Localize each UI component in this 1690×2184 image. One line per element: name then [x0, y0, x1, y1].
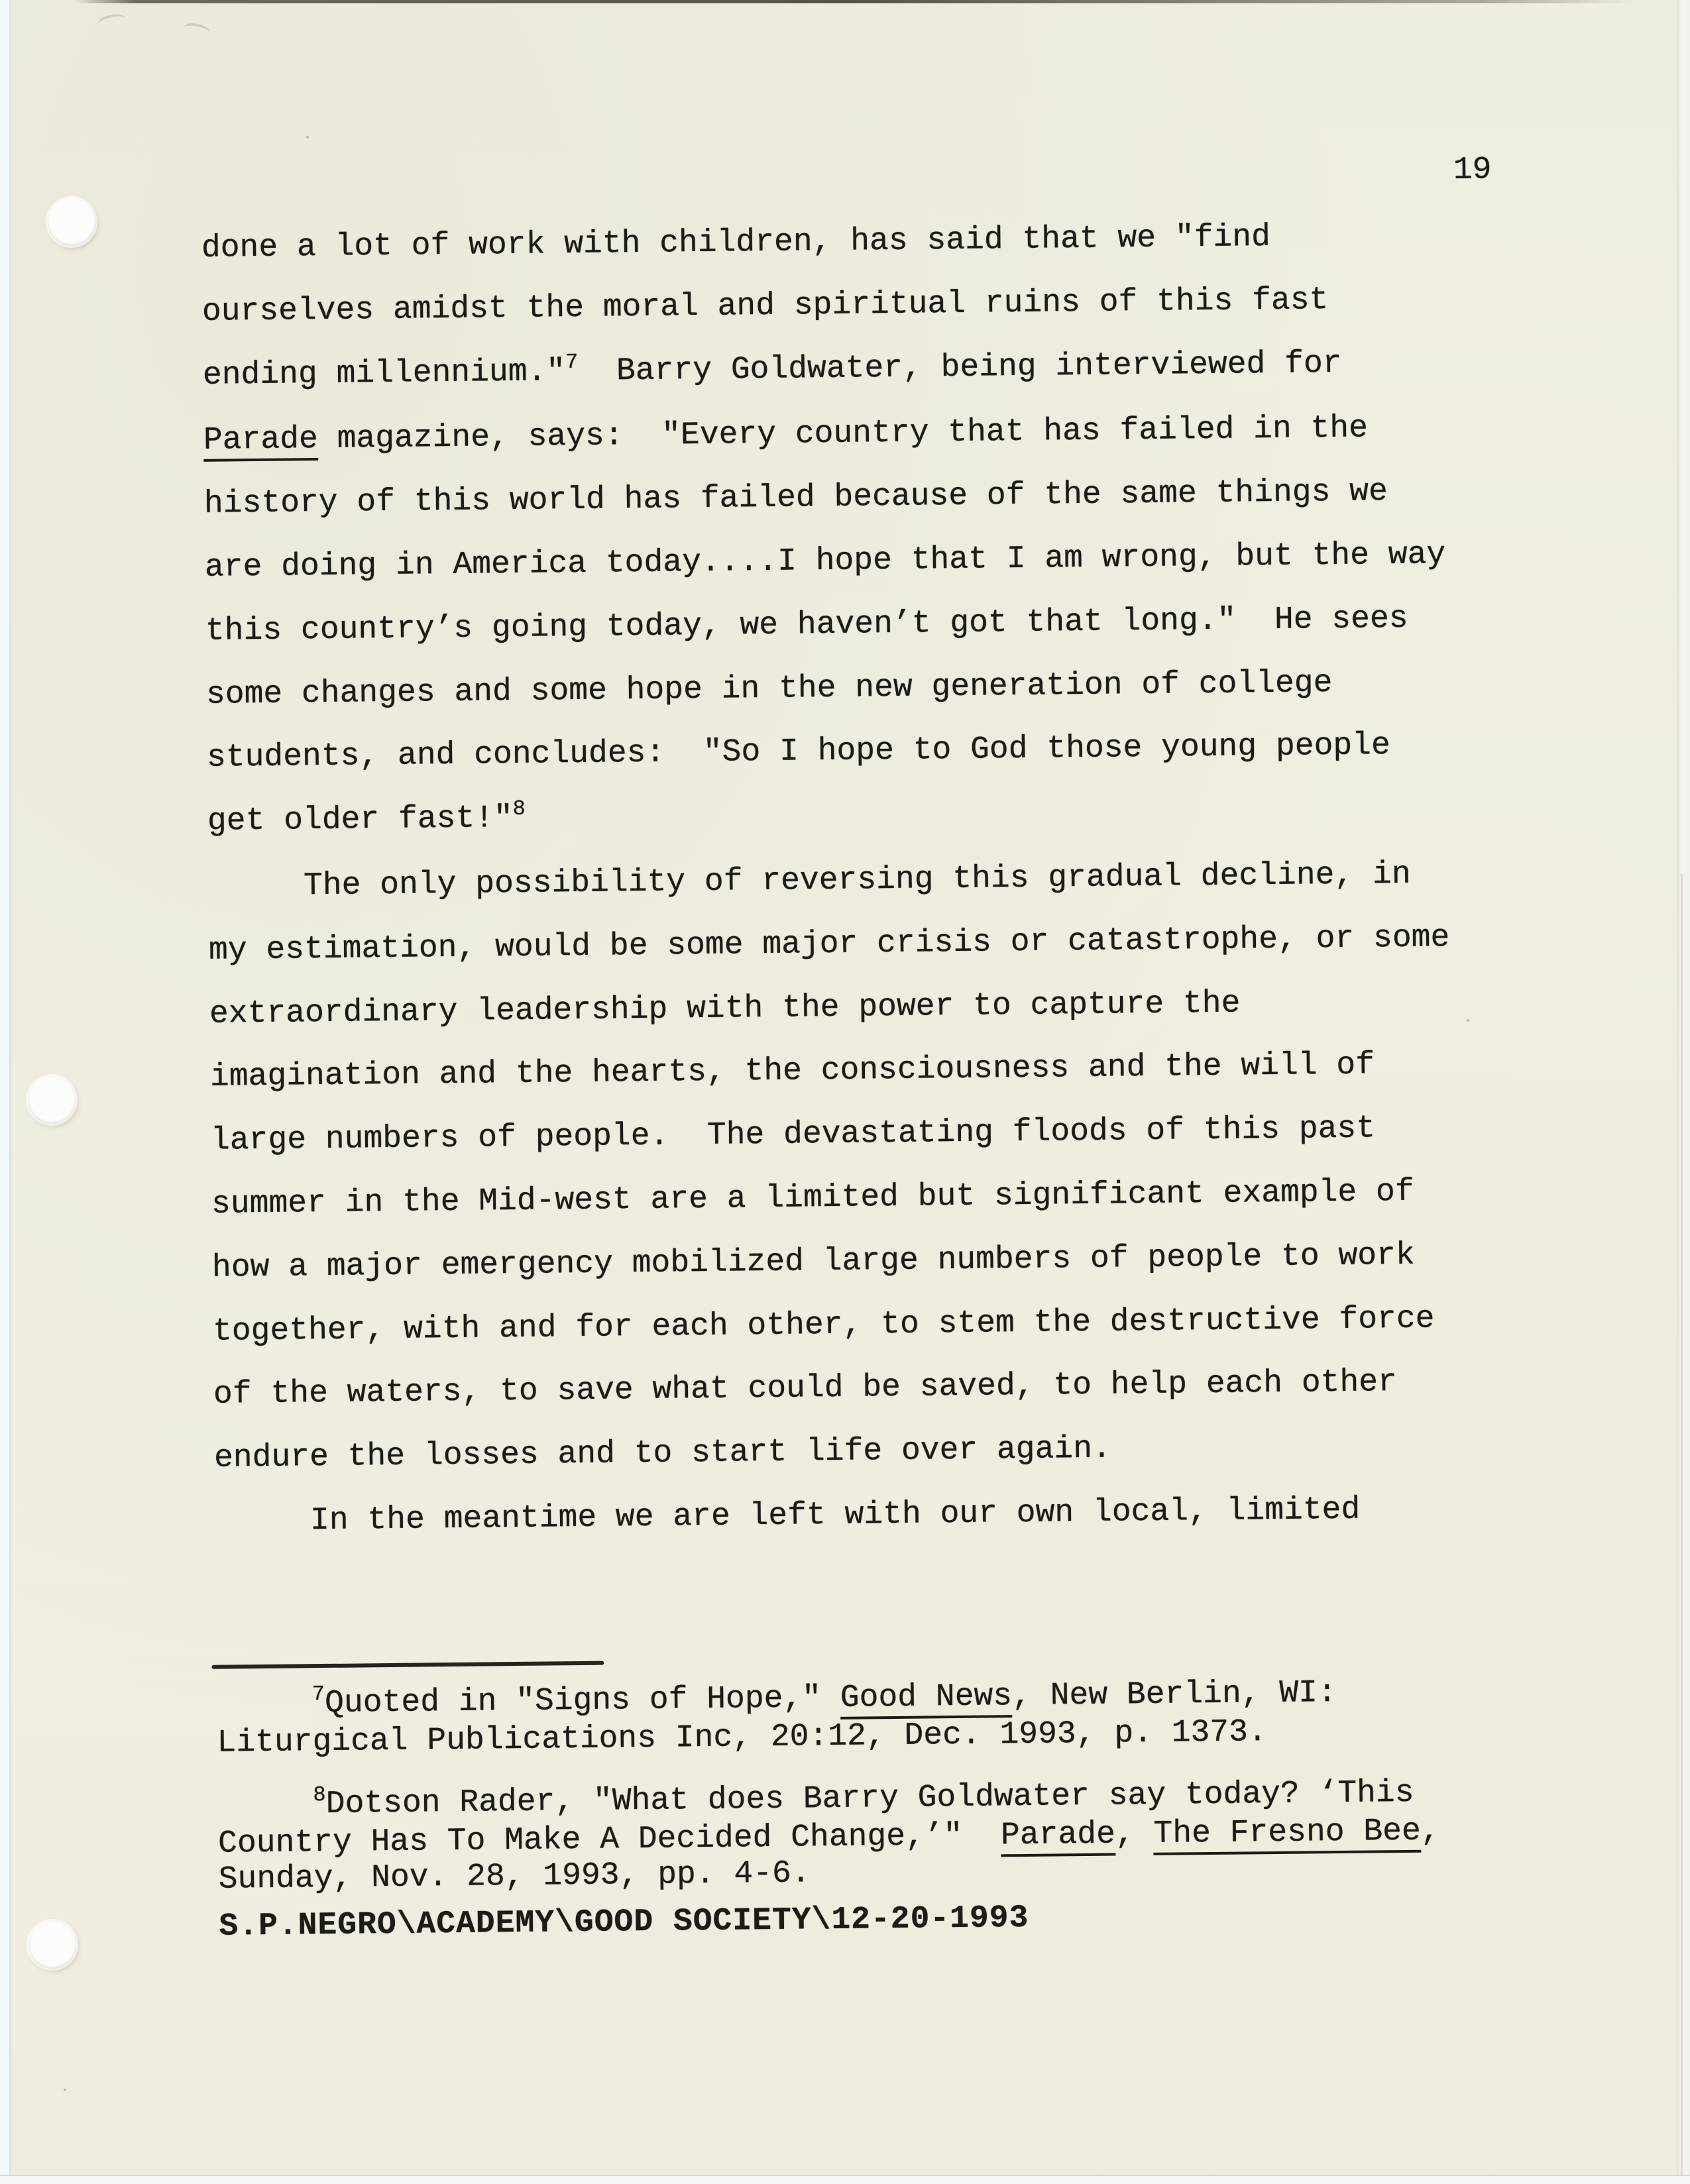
text-line [213, 1350, 1455, 1427]
text-segment: Sunday, Nov. 28, 1993, pp. 4-6. [218, 1855, 811, 1898]
text-segment: summer in the Mid-west are a limited but significant example of [211, 1174, 1414, 1223]
body-text [201, 204, 1455, 1554]
underlined-title: Good News [840, 1678, 1013, 1720]
text-segment: imagination and the hearts, the consciousness and the will of [209, 1047, 1375, 1096]
text-segment: magazine, says: "Every country that has failed in the [317, 410, 1369, 458]
footnote-8 [217, 1774, 1440, 1897]
text-segment: history of this world has failed because of the same things we [203, 474, 1388, 523]
text-segment: In the meantime we are left with our own local, limited [214, 1492, 1361, 1540]
text-segment: Barry Goldwater, being interviewed for [578, 345, 1342, 390]
text-segment: students, and concludes: "So I hope to God those young people [206, 728, 1391, 777]
text-segment: done a lot of work with children, has said that we "find [201, 219, 1271, 266]
underlined-title: Parade [1001, 1817, 1115, 1857]
footnote-ref: 8 [313, 1782, 326, 1808]
text-line [201, 268, 1443, 344]
footnote-separator [211, 1661, 604, 1669]
text-line [207, 777, 1449, 855]
file-path-footer: S.P.NEGRO\ACADEMY\GOOD SOCIETY\12-20-1993 [219, 1900, 1029, 1945]
footnote-ref: 7 [565, 349, 579, 374]
text-segment: , New Berlin, WI: [1011, 1675, 1337, 1715]
text-segment: , [1115, 1816, 1154, 1853]
text-segment: extraordinary leadership with the power to capture the [209, 985, 1241, 1032]
text-segment: , [1420, 1813, 1440, 1849]
text-segment: Country Has To Make A Decided Change,’" [217, 1818, 1001, 1862]
text-segment: some changes and some hope in the new generation of college [205, 665, 1333, 713]
text-segment: are doing in America today....I hope that I am wrong, but the way [204, 537, 1446, 586]
text-segment [217, 1786, 313, 1824]
text-segment: how a major emergency mobilized large numbers of people to work [211, 1237, 1415, 1286]
text-segment: my estimation, would be some major crisis or catastrophe, or some [208, 919, 1450, 969]
underlined-title: Parade [203, 421, 318, 462]
text-segment: get older fast!" [207, 800, 514, 840]
text-segment: ourselves amidst the moral and spiritual ruins of this fast [201, 282, 1329, 330]
text-segment: ending millennium." [202, 353, 566, 394]
text-segment: together, with and for each other, to stem the destructive force [212, 1300, 1435, 1350]
text-line [209, 906, 1450, 983]
text-segment: Quoted in "Signs of Hope," [324, 1680, 841, 1722]
text-segment: The only possibility of reversing this gradual decline, in [207, 856, 1411, 905]
footnote-ref: 8 [512, 796, 526, 822]
text-segment: Liturgical Publications Inc, 20:12, Dec. 1993, p. 1373. [217, 1714, 1268, 1761]
text-segment [217, 1686, 313, 1723]
page-number: 19 [1453, 152, 1492, 189]
footnote-ref: 7 [311, 1682, 325, 1707]
text-segment: endure the losses and to start life over again. [213, 1431, 1112, 1476]
footnote-7 [217, 1675, 1337, 1761]
underlined-title: The Fresno Bee [1153, 1814, 1421, 1855]
text-segment: large numbers of people. The devastating floods of this past [210, 1111, 1376, 1159]
text-line [212, 1224, 1453, 1300]
text-segment: Dotson Rader, "What does Barry Goldwater say today? ‘This [325, 1774, 1414, 1822]
text-line [215, 1478, 1456, 1554]
text-line [207, 714, 1448, 791]
text-segment: this country’s going today, we haven’t got that long." He sees [205, 600, 1408, 649]
text-segment: of the waters, to save what could be saved, to help each other [213, 1364, 1398, 1413]
text-line [202, 331, 1443, 410]
text-line [205, 587, 1447, 663]
